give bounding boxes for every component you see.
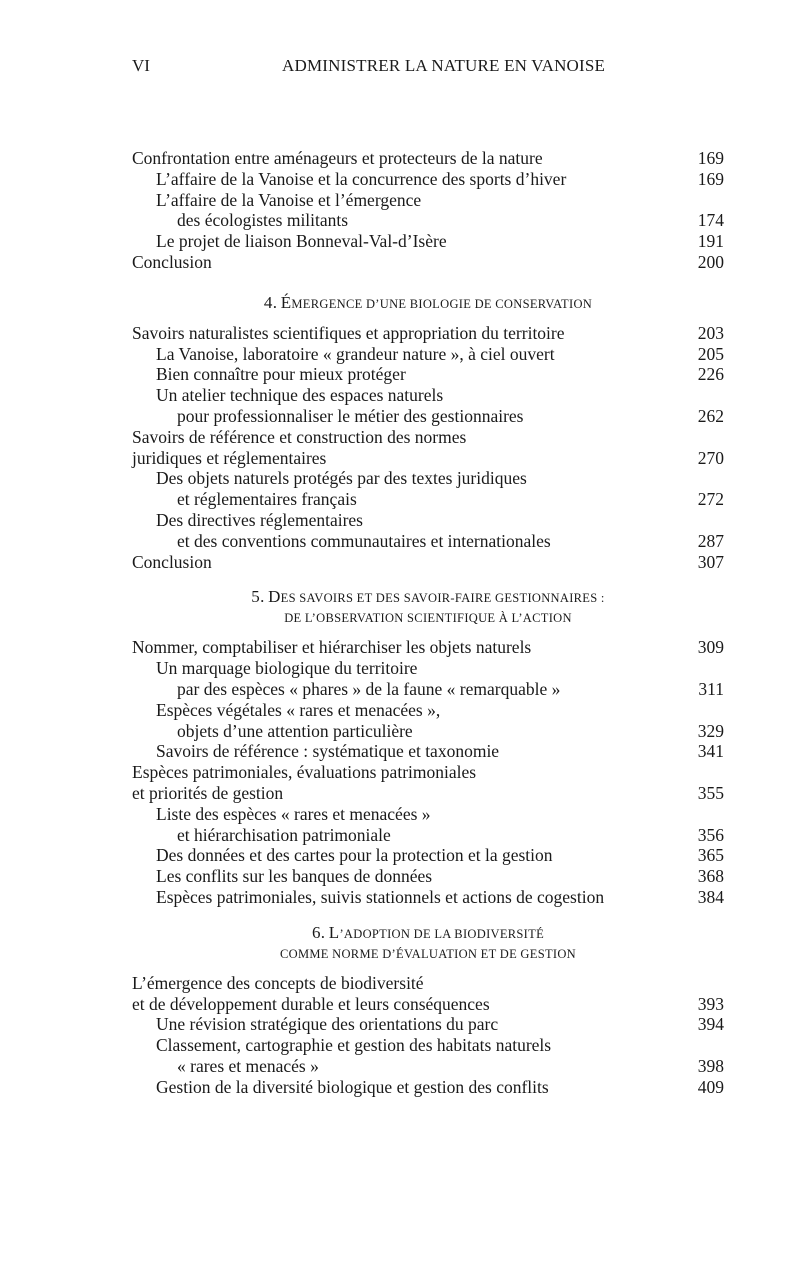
entry-page: 409	[697, 1076, 724, 1097]
chapter-number: 6.	[311, 922, 326, 942]
chapter-number: 5.	[251, 587, 265, 607]
entry-page: 200	[697, 251, 724, 272]
toc-entry-continuation[interactable]	[132, 679, 724, 700]
entry-title: « rares et menacés »	[177, 1055, 319, 1076]
entry-title: Conclusion	[132, 251, 212, 272]
entry-title: La Vanoise, laboratoire « grandeur nature », à ciel ouvert	[156, 343, 555, 364]
chapter-title-line-1: ES SAVOIRS ET DES SAVOIR-FAIRE GESTIONNAIRES :	[280, 591, 605, 606]
entry-title: Des données et des cartes pour la protection et la gestion	[156, 845, 553, 866]
entry-title: Savoirs de référence et construction des normes	[132, 426, 467, 447]
entry-page: 205	[697, 343, 724, 364]
toc-entry-continuation[interactable]	[132, 210, 724, 231]
entry-page: 398	[697, 1055, 724, 1076]
chapter-title-line-2: COMME NORME D’ÉVALUATION ET DE GESTION	[280, 946, 576, 961]
entry-page: 203	[697, 322, 724, 343]
entry-title: et de développement durable et leurs conséquences	[132, 993, 490, 1014]
entry-title: Des directives réglementaires	[156, 509, 363, 530]
entry-page: 393	[697, 993, 724, 1014]
toc-entry-continuation[interactable]	[132, 531, 724, 552]
chapter-5-heading	[132, 587, 724, 628]
toc-entry-continuation[interactable]	[132, 825, 724, 846]
entry-page: 270	[697, 447, 724, 468]
entry-title: et hiérarchisation patrimoniale	[177, 824, 391, 845]
chapter-number: 4.	[263, 292, 278, 312]
entry-page: 174	[697, 210, 724, 231]
entry-title: Le projet de liaison Bonneval-Val-d’Isère	[156, 231, 447, 252]
entry-page: 169	[697, 148, 724, 168]
chapter-initial: D	[268, 587, 281, 607]
entry-page: 356	[697, 824, 724, 845]
entry-title: pour professionnaliser le métier des gestionnaires	[177, 405, 524, 426]
entry-title: Nommer, comptabiliser et hiérarchiser les objets naturels	[132, 637, 532, 658]
entry-page: 191	[697, 231, 724, 252]
toc-entry[interactable]	[132, 1035, 724, 1056]
chapter-4-heading	[132, 293, 724, 314]
toc-entry[interactable]	[132, 1014, 724, 1035]
toc-entry[interactable]	[132, 1077, 724, 1098]
entry-title: et réglementaires français	[177, 489, 357, 510]
entry-title: Espèces patrimoniales, suivis stationnels et actions de cogestion	[156, 886, 605, 907]
toc-entry-continuation[interactable]	[132, 994, 724, 1015]
entry-title: Les conflits sur les banques de données	[156, 866, 433, 887]
toc-entry[interactable]	[132, 427, 724, 448]
running-header	[132, 56, 724, 80]
toc-entry[interactable]	[132, 866, 724, 887]
entry-page: 341	[697, 741, 724, 762]
toc-entry[interactable]	[132, 344, 724, 365]
chapter-initial: L	[328, 922, 340, 942]
toc-entry-continuation[interactable]	[132, 783, 724, 804]
toc-entry[interactable]	[132, 323, 724, 344]
toc-entry[interactable]	[132, 804, 724, 825]
toc-entry-continuation[interactable]	[132, 1056, 724, 1077]
entry-title: Bien connaître pour mieux protéger	[156, 364, 406, 385]
entry-title: Liste des espèces « rares et menacées »	[156, 803, 431, 824]
entry-title: L’affaire de la Vanoise et la concurrence des sports d’hiver	[156, 168, 567, 189]
entry-title: des écologistes militants	[177, 210, 349, 231]
running-title: ADMINISTRER LA NATURE EN VANOISE	[282, 56, 606, 75]
toc-entry-continuation[interactable]	[132, 406, 724, 427]
table-of-contents	[132, 148, 724, 1097]
toc-entry-continuation[interactable]	[132, 448, 724, 469]
entry-title: et des conventions communautaires et internationales	[177, 530, 551, 551]
toc-entry[interactable]	[132, 148, 724, 169]
toc-entry[interactable]	[132, 700, 724, 721]
toc-entry[interactable]	[132, 169, 724, 190]
entry-title: Espèces patrimoniales, évaluations patrimoniales	[132, 762, 477, 783]
toc-entry[interactable]	[132, 252, 724, 273]
entry-title: Conclusion	[132, 551, 212, 572]
toc-entry[interactable]	[132, 510, 724, 531]
chapter-title-line-2: DE L’OBSERVATION SCIENTIFIQUE À L’ACTION	[284, 611, 572, 626]
toc-entry[interactable]	[132, 973, 724, 994]
toc-entry[interactable]	[132, 762, 724, 783]
entry-page: 307	[697, 551, 724, 572]
entry-title: Savoirs naturalistes scientifiques et appropriation du territoire	[132, 322, 565, 343]
entry-page: 368	[697, 866, 724, 887]
entry-page: 287	[697, 530, 724, 551]
chapter-initial: É	[280, 292, 292, 312]
toc-entry[interactable]	[132, 658, 724, 679]
toc-entry[interactable]	[132, 552, 724, 573]
chapter-title-line-1: ’ADOPTION DE LA BIODIVERSITÉ	[339, 926, 545, 941]
entry-page: 262	[697, 405, 724, 426]
entry-title: Une révision stratégique des orientations du parc	[156, 1014, 499, 1035]
entry-page: 384	[697, 886, 724, 907]
toc-entry[interactable]	[132, 231, 724, 252]
entry-title: juridiques et réglementaires	[132, 447, 327, 468]
entry-page: 272	[697, 489, 724, 510]
entry-page: 329	[697, 720, 724, 741]
entry-title: objets d’une attention particulière	[177, 720, 413, 741]
entry-page: 311	[698, 678, 724, 699]
toc-entry[interactable]	[132, 845, 724, 866]
entry-title: Gestion de la diversité biologique et gestion des conflits	[156, 1076, 549, 1097]
toc-entry[interactable]	[132, 887, 724, 908]
entry-title: Espèces végétales « rares et menacées »,	[156, 699, 441, 720]
toc-entry[interactable]	[132, 468, 724, 489]
entry-title: Savoirs de référence : systématique et taxonomie	[156, 741, 500, 762]
toc-entry[interactable]	[132, 741, 724, 762]
toc-entry[interactable]	[132, 385, 724, 406]
entry-page: 226	[697, 364, 724, 385]
entry-title: et priorités de gestion	[132, 782, 284, 803]
entry-page: 355	[697, 782, 724, 803]
chapter-title: MERGENCE D’UNE BIOLOGIE DE CONSERVATION	[291, 296, 593, 311]
entry-page: 169	[697, 168, 724, 189]
entry-title: Un marquage biologique du territoire	[156, 658, 418, 679]
toc-entry-continuation[interactable]	[132, 489, 724, 510]
entry-title: Confrontation entre aménageurs et protecteurs de la nature	[132, 148, 543, 168]
entry-page: 394	[697, 1014, 724, 1035]
entry-title: L’affaire de la Vanoise et l’émergence	[156, 189, 422, 210]
entry-title: Un atelier technique des espaces naturels	[156, 385, 444, 406]
page-folio: VI	[132, 56, 150, 75]
toc-entry[interactable]	[132, 637, 724, 658]
entry-title: L’émergence des concepts de biodiversité	[132, 972, 424, 993]
entry-title: par des espèces « phares » de la faune « remarquable »	[177, 678, 561, 699]
toc-entry-continuation[interactable]	[132, 721, 724, 742]
entry-title: Classement, cartographie et gestion des habitats naturels	[156, 1035, 552, 1056]
toc-entry[interactable]	[132, 190, 724, 211]
entry-title: Des objets naturels protégés par des textes juridiques	[156, 468, 527, 489]
entry-page: 309	[697, 637, 724, 658]
chapter-6-heading	[132, 923, 724, 964]
toc-entry[interactable]	[132, 364, 724, 385]
entry-page: 365	[697, 845, 724, 866]
